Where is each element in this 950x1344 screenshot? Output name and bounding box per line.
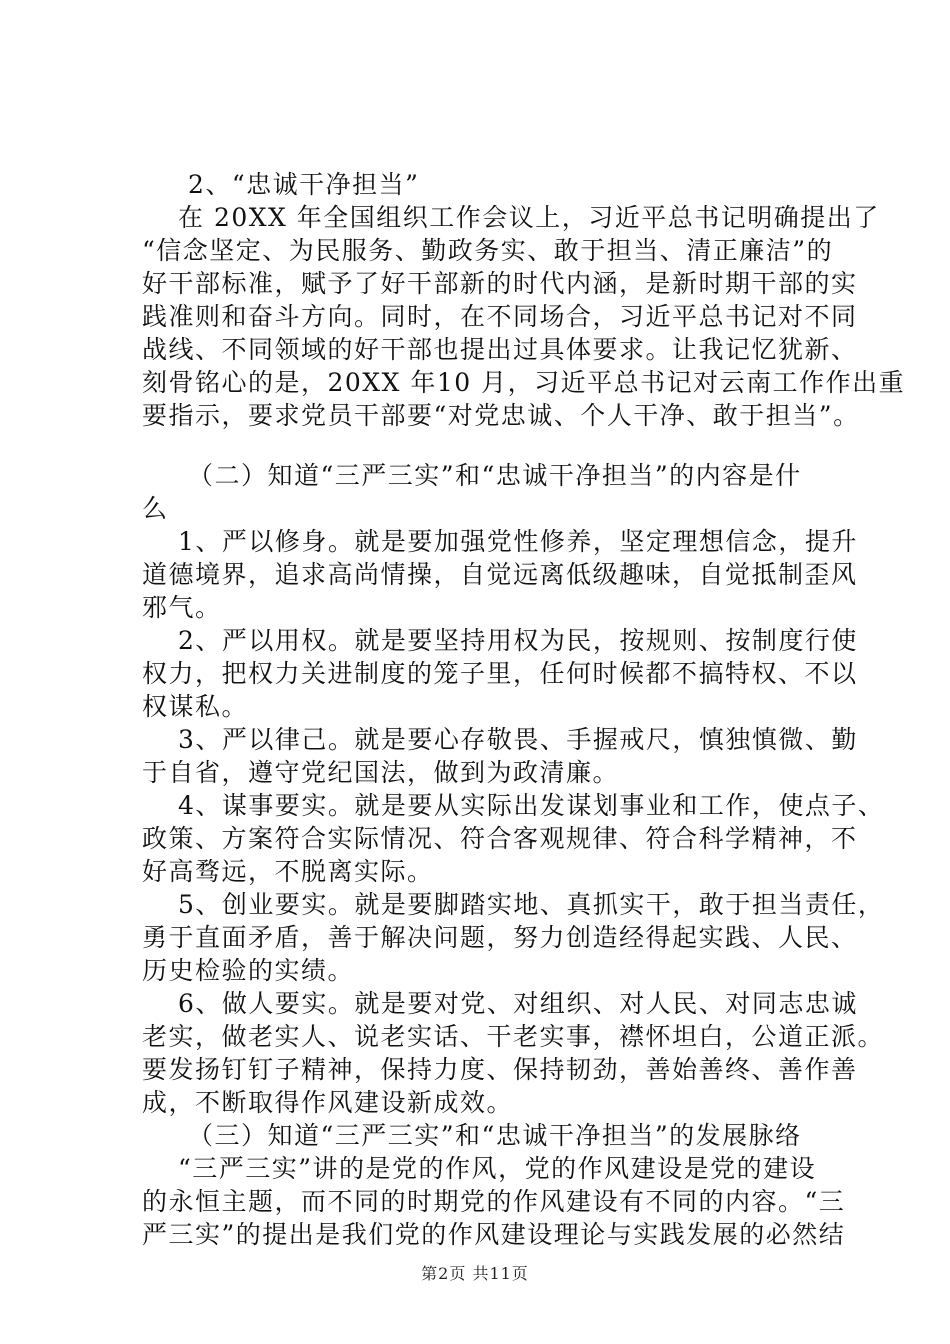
list-item-line: 权谋私。 (142, 692, 249, 721)
paragraph-line: 的永恒主题，而不同的时期党的作风建设有不同的内容。“三 (142, 1187, 846, 1216)
paragraph-line: 战线、不同领域的好干部也提出过具体要求。让我记忆犹新、 (142, 335, 858, 364)
section-heading-development: （三）知道“三严三实”和“忠诚干净担当”的发展脉络 (188, 1121, 802, 1150)
list-item-line: 好高骛远，不脱离实际。 (142, 857, 434, 886)
list-item-line: 历史检验的实绩。 (142, 956, 355, 985)
paragraph-line: “信念坚定、为民服务、勤政务实、敢于担当、清正廉洁”的 (142, 236, 834, 265)
list-item-line: 于自省，遵守党纪国法，做到为政清廉。 (142, 758, 620, 787)
section-heading-continuation: 么 (142, 494, 169, 523)
paragraph-line: 践准则和奋斗方向。同时，在不同场合，习近平总书记对不同 (142, 302, 858, 331)
document-body (142, 168, 906, 1251)
list-item-line: 4、谋事要实。就是要从实际出发谋划事业和工作，使点子、 (178, 791, 885, 820)
list-item-line: 1、严以修身。就是要加强党性修养，坚定理想信念，提升 (178, 527, 858, 556)
list-item-line: 2、严以用权。就是要坚持用权为民，按规则、按制度行使 (178, 626, 858, 655)
paragraph-spacer (142, 432, 832, 459)
list-item-line: 政策、方案符合实际情况、符合客观规律、符合科学精神，不 (142, 824, 858, 853)
paragraph-line: 好干部标准，赋予了好干部新的时代内涵，是新时期干部的实 (142, 269, 858, 298)
list-item-line: 成，不断取得作风建设新成效。 (142, 1088, 514, 1117)
list-item-line: 道德境界，追求高尚情操，自觉远离低级趣味，自觉抵制歪风 (142, 560, 858, 589)
paragraph-line: “三严三实”讲的是党的作风，党的作风建设是党的建设 (178, 1154, 817, 1183)
paragraph-line: 严三实”的提出是我们党的作风建设理论与实践发展的必然结 (142, 1220, 846, 1249)
paragraph-line: 在 20XX 年全国组织工作会议上，习近平总书记明确提出了 (178, 203, 880, 232)
section-heading-content: （二）知道“三严三实”和“忠诚干净担当”的内容是什 (188, 461, 802, 490)
list-item-line: 5、创业要实。就是要脚踏实地、真抓实干，敢于担当责任， (178, 890, 885, 919)
list-item-line: 6、做人要实。就是要对党、对组织、对人民、对同志忠诚 (178, 989, 858, 1018)
page-number-footer: 第2页 共11页 (421, 1264, 529, 1283)
paragraph-line: 刻骨铭心的是，20XX 年10 月，习近平总书记对云南工作作出重 (142, 368, 906, 397)
section-heading-loyal-clean: 2、“忠诚干净担当” (188, 170, 420, 199)
list-item-line: 权力，把权力关进制度的笼子里，任何时候都不搞特权、不以 (142, 659, 858, 688)
list-item-line: 要发扬钉钉子精神，保持力度、保持韧劲，善始善终、善作善 (142, 1055, 858, 1084)
paragraph-line: 要指示，要求党员干部要“对党忠诚、个人干净、敢于担当”。 (142, 401, 860, 430)
list-item-line: 老实，做老实人、说老实话、干老实事，襟怀坦白，公道正派。 (142, 1022, 885, 1051)
list-item-line: 邪气。 (142, 593, 222, 622)
list-item-line: 勇于直面矛盾，善于解决问题，努力创造经得起实践、人民、 (142, 923, 858, 952)
list-item-line: 3、严以律己。就是要心存敬畏、手握戒尺，慎独慎微、勤 (178, 725, 858, 754)
